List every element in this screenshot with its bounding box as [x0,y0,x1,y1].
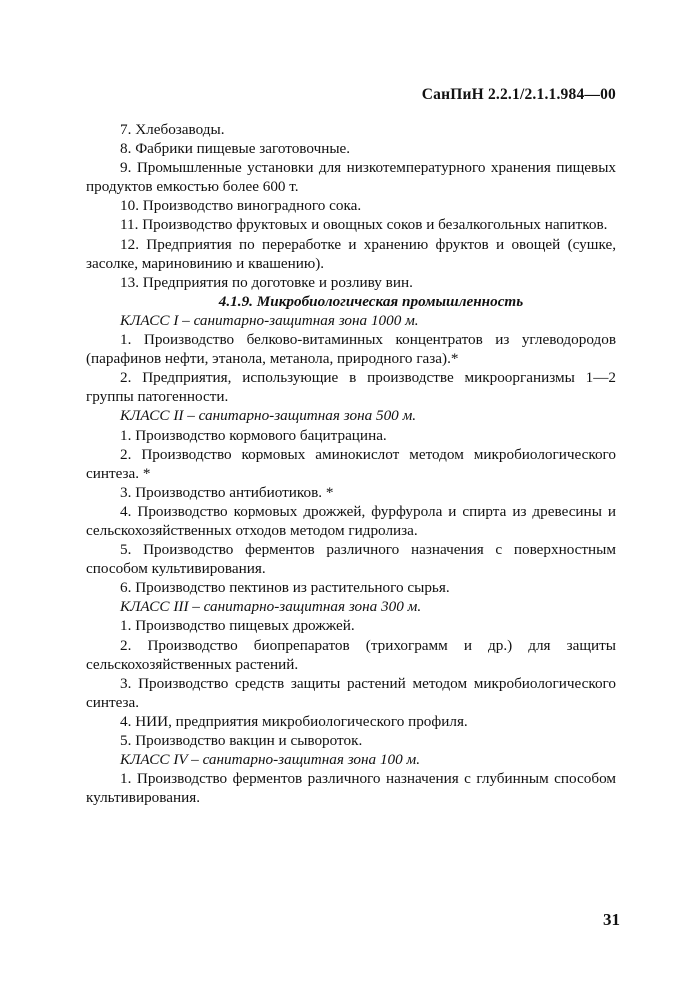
class-2-heading: КЛАСС II – санитарно-защитная зона 500 м. [120,407,417,425]
paragraph-item-13: 13. Предприятия по доготовке и розливу вин. [120,273,413,291]
paragraph-item-9: 9. Промышленные установки для низкотемпературного хранения пищевых продуктов емкостью более 600 т. [86,159,616,196]
paragraph-item-7: 7. Хлебозаводы. [120,121,225,138]
paragraph-item-10: 10. Производство виноградного сока. [120,197,362,215]
class-2-item-4: 4. Производство кормовых дрожжей, фурфурола и спирта из древесины и сельскохозяйственных отходов методом гидролиза. [86,502,616,539]
class-1-item-2: 2. Предприятия, использующие в производстве микроорганизмы 1—2 группы патогенности. [86,369,616,406]
class-3-item-1: 1. Производство пищевых дрожжей. [120,617,355,635]
paragraph-item-12: 12. Предприятия по переработке и хранению фруктов и овощей (сушке, засолке, мариновинию и квашению). [86,235,616,272]
class-1-item-1: 1. Производство белково-витаминных концентратов из углеводородов (парафинов нефти, этанола, метанола, природного газа).* [86,331,616,368]
running-header: СанПиН 2.2.1/2.1.1.984—00 [421,86,616,103]
class-3-item-5: 5. Производство вакцин и сывороток. [120,732,363,749]
paragraph-item-8: 8. Фабрики пищевые заготовочные. [120,140,351,158]
class-3-item-2: 2. Производство биопрепаратов (трихограмм и др.) для защиты сельскохозяйственных растений. [86,636,616,673]
class-2-item-1: 1. Производство кормового бацитрацина. [120,426,387,444]
class-4-item-1: 1. Производство ферментов различного назначения с глубинным способом культивирования. [86,770,616,807]
class-3-item-3: 3. Производство средств защиты растений методом микробиологического синтеза. [86,674,616,711]
class-2-item-2: 2. Производство кормовых аминокислот методом микробиологического синтеза. * [86,445,616,482]
paragraph-item-11: 11. Производство фруктовых и овощных соков и безалкогольных напитков. [120,216,608,234]
class-1-heading: КЛАСС I – санитарно-защитная зона 1000 м. [120,311,419,329]
class-3-heading: КЛАСС III – санитарно-защитная зона 300 м. [120,598,422,616]
class-2-item-3: 3. Производство антибиотиков. * [120,483,334,501]
class-2-item-6: 6. Производство пектинов из растительного сырья. [120,579,450,597]
class-4-heading: КЛАСС IV – санитарно-защитная зона 100 м. [120,751,421,769]
page-body [86,120,616,807]
class-3-item-4: 4. НИИ, предприятия микробиологического профиля. [120,712,468,730]
page-number: 31 [603,910,620,929]
section-heading: 4.1.9. Микробиологическая промышленность [218,292,524,310]
class-2-item-5: 5. Производство ферментов различного назначения с поверхностным способом культивирования. [86,541,616,578]
